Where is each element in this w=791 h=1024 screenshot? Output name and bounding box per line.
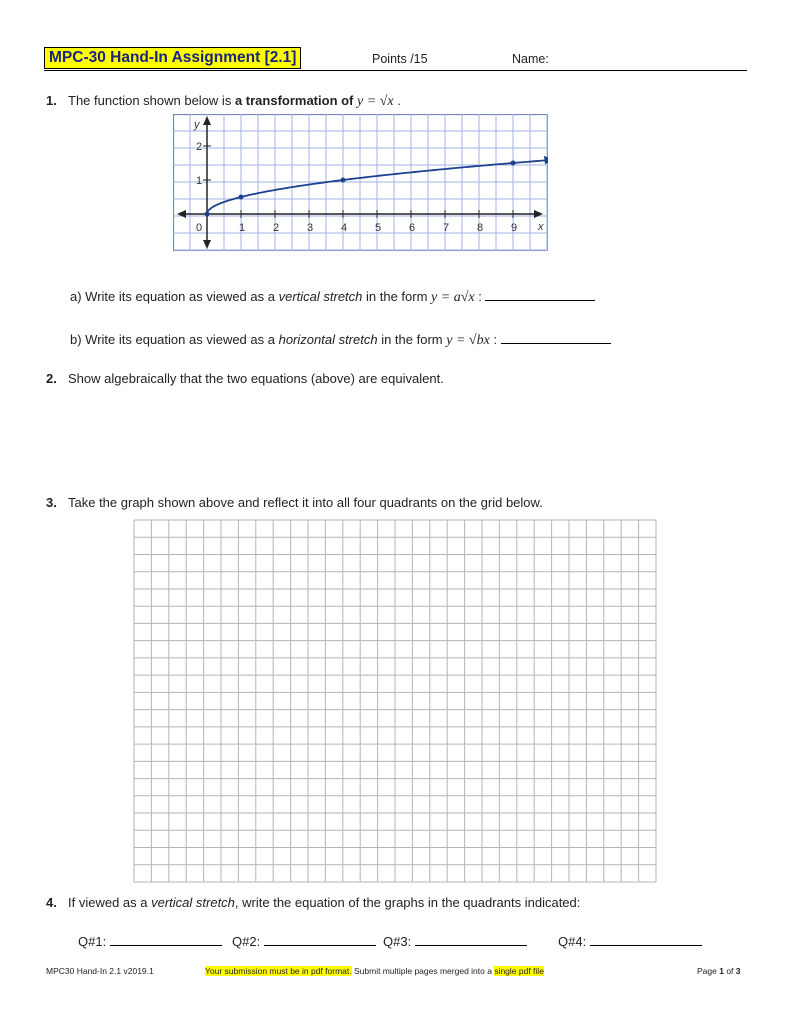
- question-4-number: 4.: [46, 895, 57, 910]
- footer-notice-text: Submit multiple pages merged into a: [351, 966, 495, 976]
- x-tick-label: 3: [306, 222, 314, 234]
- x-tick-label: 9: [510, 222, 518, 234]
- curve-point: [239, 195, 244, 200]
- x-tick-label: 4: [340, 222, 348, 234]
- x-tick-label: 0: [195, 222, 203, 234]
- graph-grid: [173, 114, 548, 251]
- answer-q2-blank[interactable]: [264, 933, 376, 946]
- question-1-prefix: The function shown below is: [68, 93, 235, 108]
- y-tick-label: 2: [195, 141, 203, 153]
- blank-grid-lines: [134, 520, 656, 882]
- question-1-equation: y = √x: [357, 94, 394, 109]
- answer-q3-label: Q#3:: [383, 934, 412, 949]
- x-tick-label: 2: [272, 222, 280, 234]
- question-1b-emphasis: horizontal stretch: [278, 332, 378, 347]
- name-label: Name:: [512, 52, 549, 66]
- y-tick-label: 1: [195, 175, 203, 187]
- answer-q1: [78, 933, 222, 949]
- footer-page-number: 1: [719, 966, 724, 976]
- answer-q4-label: Q#4:: [558, 934, 587, 949]
- answer-q4-blank[interactable]: [590, 933, 702, 946]
- blank-grid[interactable]: [133, 519, 657, 883]
- answer-q2-label: Q#2:: [232, 934, 261, 949]
- answer-q1-label: Q#1:: [78, 934, 107, 949]
- footer-highlight-2: single pdf file: [494, 966, 544, 976]
- question-4-emphasis: vertical stretch: [151, 895, 235, 910]
- x-axis-label: x: [538, 221, 544, 233]
- curve-point: [341, 178, 346, 183]
- y-axis-label: y: [194, 119, 200, 131]
- question-2-number: 2.: [46, 371, 57, 386]
- curve-point: [511, 161, 516, 166]
- question-4-suffix: , write the equation of the graphs in the quadrants indicated:: [234, 895, 581, 910]
- question-3: [46, 495, 543, 510]
- question-1a-rest: in the form: [362, 289, 432, 304]
- answer-1b-blank[interactable]: [501, 331, 611, 344]
- answer-q4: [558, 933, 702, 949]
- footer-page: [697, 966, 741, 976]
- x-tick-label: 5: [374, 222, 382, 234]
- answer-q1-blank[interactable]: [110, 933, 222, 946]
- question-4-prefix: If viewed as a: [68, 895, 152, 910]
- header-rule: [44, 70, 747, 71]
- x-tick-label: 1: [238, 222, 246, 234]
- curve-start-point: [205, 212, 210, 217]
- footer-page-prefix: Page: [697, 966, 720, 976]
- question-1-number: 1.: [46, 93, 57, 108]
- question-3-text: Take the graph shown above and reflect it into all four quadrants on the grid below.: [68, 495, 543, 510]
- question-1a-emphasis: vertical stretch: [278, 289, 363, 304]
- question-1a-equation: y = a√x: [431, 290, 475, 305]
- footer-page-of: of: [723, 966, 736, 976]
- footer-page-total: 3: [735, 966, 741, 976]
- sqrt-graph: [173, 114, 548, 251]
- question-1-suffix: .: [393, 93, 401, 108]
- question-1a-label: a) Write its equation as viewed as a: [70, 289, 279, 304]
- x-tick-label: 7: [442, 222, 450, 234]
- answer-1a-blank[interactable]: [485, 288, 595, 301]
- question-3-number: 3.: [46, 495, 57, 510]
- question-1: [46, 93, 401, 110]
- question-1b: [70, 331, 611, 349]
- footer-highlight-1: Your submission must be in pdf format.: [205, 966, 352, 976]
- question-1b-equation: y = √bx: [446, 333, 490, 348]
- answer-q3: [383, 933, 527, 949]
- assignment-title: MPC-30 Hand-In Assignment [2.1]: [44, 47, 301, 69]
- question-1-bold: a transformation of: [234, 93, 354, 108]
- question-4: [46, 895, 580, 910]
- question-2-text: Show algebraically that the two equations (above) are equivalent.: [68, 371, 444, 386]
- footer-notice: [205, 966, 544, 976]
- question-1b-colon: :: [489, 332, 498, 347]
- points-label: Points /15: [372, 52, 428, 66]
- answer-q2: [232, 933, 376, 949]
- x-tick-label: 8: [476, 222, 484, 234]
- question-1a-colon: :: [474, 289, 482, 304]
- footer-version: MPC30 Hand-In 2.1 v2019.1: [46, 966, 154, 976]
- question-1b-label: b) Write its equation as viewed as a: [70, 332, 279, 347]
- question-1a: [70, 288, 595, 306]
- x-tick-label: 6: [408, 222, 416, 234]
- question-2: [46, 371, 444, 386]
- question-1b-rest: in the form: [377, 332, 447, 347]
- answer-q3-blank[interactable]: [415, 933, 527, 946]
